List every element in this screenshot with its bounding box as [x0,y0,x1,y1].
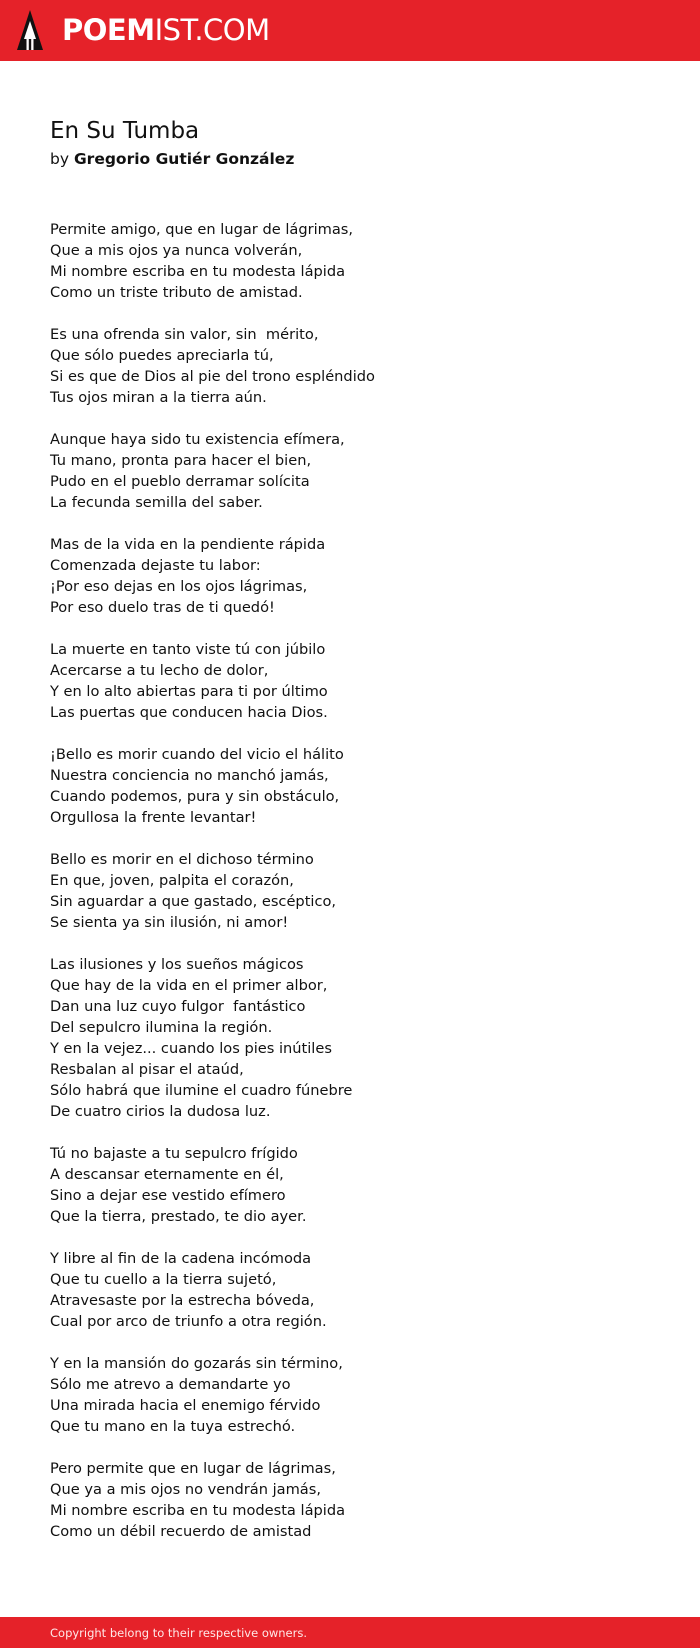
poem-line: Aunque haya sido tu existencia efímera, [50,431,345,448]
poem-line: Mi nombre escriba en tu modesta lápida [50,1502,346,1519]
poem-line: Y libre al fin de la cadena incómoda [50,1250,312,1267]
poem-line: Las puertas que conducen hacia Dios. [50,704,328,721]
poem-line: Tú no bajaste a tu sepulcro frígido [50,1145,298,1162]
poem-stanza [50,744,650,828]
poem-line: Resbalan al pisar el ataúd, [50,1061,244,1078]
by-label: by [50,150,70,168]
poem-line: Una mirada hacia el enemigo férvido [50,1397,321,1414]
poem-line: Que sólo puedes apreciarla tú, [50,347,274,364]
poem-stanza [50,1353,650,1437]
poem-line: Que la tierra, prestado, te dio ayer. [50,1208,307,1225]
poem-line: Mas de la vida en la pendiente rápida [50,536,326,553]
poem-line: Y en la vejez... cuando los pies inútiles [50,1040,332,1057]
poem-line: Cual por arco de triunfo a otra región. [50,1313,327,1330]
poem-line: Las ilusiones y los sueños mágicos [50,956,304,973]
poem-stanza [50,534,650,618]
poem-line: Dan una luz cuyo fulgor fantástico [50,998,306,1015]
poem-line: Bello es morir en el dichoso término [50,851,314,868]
poem-line: A descansar eternamente en él, [50,1166,284,1183]
poem-line: ¡Por eso dejas en los ojos lágrimas, [50,578,308,595]
site-logo-link[interactable] [62,9,270,51]
site-footer [0,1617,700,1648]
poem-line: Mi nombre escriba en tu modesta lápida [50,263,346,280]
poem-line: Del sepulcro ilumina la región. [50,1019,273,1036]
poem-line: Cuando podemos, pura y sin obstáculo, [50,788,340,805]
poem-line: Pero permite que en lugar de lágrimas, [50,1460,336,1477]
poem-line: Permite amigo, que en lugar de lágrimas, [50,221,354,238]
poem-line: Como un débil recuerdo de amistad [50,1523,312,1540]
poem-line: La muerte en tanto viste tú con júbilo [50,641,326,658]
poem-stanza [50,1143,650,1227]
poem-line: Por eso duelo tras de ti quedó! [50,599,275,616]
poem-line: Es una ofrenda sin valor, sin mérito, [50,326,319,343]
logo-text-light: IST.COM [154,13,270,47]
poem-line: En que, joven, palpita el corazón, [50,872,294,889]
poem-line: Acercarse a tu lecho de dolor, [50,662,269,679]
poem-byline [50,148,294,170]
poem-line: Que a mis ojos ya nunca volverán, [50,242,303,259]
poem-line: Orgullosa la frente levantar! [50,809,257,826]
poem-line: Y en la mansión do gozarás sin término, [50,1355,343,1372]
poem-stanza [50,954,650,1122]
poem-line: Como un triste tributo de amistad. [50,284,303,301]
logo-text-bold: POEM [62,13,155,47]
poem-line: Se sienta ya sin ilusión, ni amor! [50,914,289,931]
poem-body [50,219,650,1563]
site-header [0,0,700,61]
poem-line: Sólo habrá que ilumine el cuadro fúnebre [50,1082,353,1099]
poem-line: De cuatro cirios la dudosa luz. [50,1103,271,1120]
poem-line: Si es que de Dios al pie del trono espléndido [50,368,375,385]
poem-line: Tu mano, pronta para hacer el bien, [50,452,312,469]
poem-line: Comenzada dejaste tu labor: [50,557,261,574]
poem-title: En Su Tumba [50,118,200,144]
poem-line: Sino a dejar ese vestido efímero [50,1187,286,1204]
poem-line: Pudo en el pueblo derramar solícita [50,473,310,490]
copyright-text: Copyright belong to their respective owners. [50,1626,308,1640]
poem-author: Gregorio Gutiér González [73,150,295,168]
poem-line: Nuestra conciencia no manchó jamás, [50,767,329,784]
poem-stanza [50,324,650,408]
poem-line: Sólo me atrevo a demandarte yo [50,1376,291,1393]
poem-line: Que tu mano en la tuya estrechó. [50,1418,296,1435]
poem-line: Tus ojos miran a la tierra aún. [50,389,267,406]
poem-line: Que hay de la vida en el primer albor, [50,977,328,994]
poem-line: Que tu cuello a la tierra sujetó, [50,1271,277,1288]
poem-stanza [50,1248,650,1332]
poem-line: Sin aguardar a que gastado, escéptico, [50,893,337,910]
poem-line: ¡Bello es morir cuando del vicio el hálito [50,746,344,763]
poem-stanza [50,1458,650,1542]
poem-stanza [50,429,650,513]
poem-line: Que ya a mis ojos no vendrán jamás, [50,1481,321,1498]
poem-line: La fecunda semilla del saber. [50,494,263,511]
poem-stanza [50,219,650,303]
poem-stanza [50,639,650,723]
poem-line: Atravesaste por la estrecha bóveda, [50,1292,315,1309]
poem-stanza [50,849,650,933]
pencil-icon[interactable] [17,10,43,50]
poem-line: Y en lo alto abiertas para ti por último [50,683,328,700]
